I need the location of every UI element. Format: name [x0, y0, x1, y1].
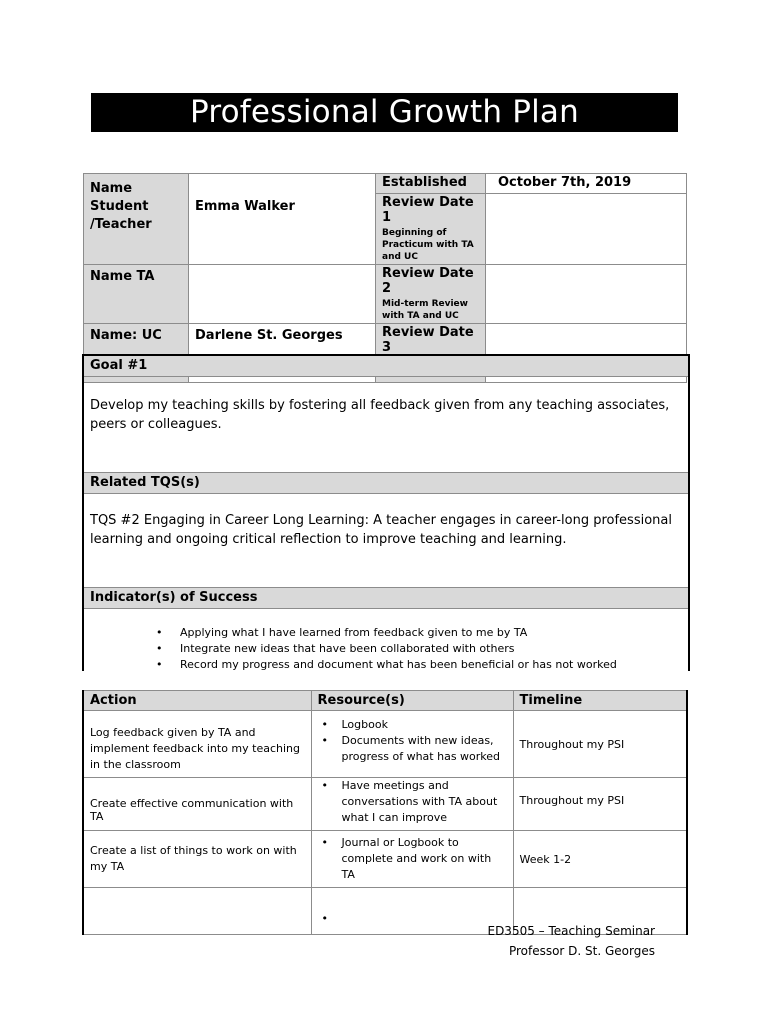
indicators-body [84, 609, 688, 671]
table-row [83, 778, 687, 831]
action-cell [83, 888, 311, 935]
resources-cell [311, 831, 513, 888]
goal-text: Develop my teaching skills by fostering all feedback given from any teaching associates, peers or colleagues. [90, 398, 670, 432]
action-cell: Create effective communication with TA [83, 778, 311, 831]
resources-cell [311, 711, 513, 778]
indicators-header: Indicator(s) of Success [84, 587, 688, 609]
tqs-header: Related TQS(s) [84, 472, 688, 494]
list-item: • Have meetings and conversations with TA about what I can improve [342, 778, 507, 826]
indicators-list [84, 625, 688, 671]
action-cell: Log feedback given by TA and implement feedback into my teaching in the classroom [83, 711, 311, 778]
info-table [83, 173, 687, 383]
action-table [82, 690, 688, 935]
list-item: • Logbook [342, 717, 507, 733]
name-student-value: Emma Walker [189, 174, 376, 265]
action-cell: Create a list of things to work on with my TA [83, 831, 311, 888]
name-uc-value: Darlene St. Georges [189, 324, 376, 383]
review-date-2-note: Mid-term Review with TA and UC [382, 299, 468, 321]
timeline-header: Timeline [513, 691, 687, 711]
table-row [83, 711, 687, 778]
timeline-cell: Week 1-2 [513, 831, 687, 888]
action-header: Action [83, 691, 311, 711]
tqs-text: TQS #2 Engaging in Career Long Learning: A teacher engages in career-long professional learning and ongoing critical reflection to improve teaching and learning. [90, 513, 672, 547]
review-date-3-label: Review Date 3 [382, 325, 474, 355]
name-ta-value [189, 265, 376, 324]
list-item: • Documents with new ideas, progress of what has worked [342, 733, 507, 765]
list-item: • Journal or Logbook to complete and work on with TA [342, 835, 507, 883]
list-item: • Integrate new ideas that have been collaborated with others [180, 641, 688, 657]
resources-cell [311, 888, 513, 935]
list-item: • Record my progress and document what has been beneficial or has not worked [180, 657, 688, 671]
review-date-2 [376, 265, 486, 324]
table-row [83, 831, 687, 888]
footer-professor: Professor D. St. Georges [508, 944, 655, 958]
name-ta-label: Name TA [84, 265, 189, 324]
name-student-label: Name Student /Teacher [84, 174, 189, 265]
goal-section [82, 354, 690, 671]
name-uc-label: Name: UC [84, 324, 189, 383]
review-date-1-value [486, 194, 687, 265]
resources-cell [311, 778, 513, 831]
timeline-cell: Throughout my PSI [513, 711, 687, 778]
review-date-1-note: Beginning of Practicum with TA and UC [382, 228, 474, 262]
review-date-1-label: Review Date 1 [382, 195, 474, 225]
list-item: • Applying what I have learned from feedback given to me by TA [180, 625, 688, 641]
timeline-cell: Throughout my PSI [513, 778, 687, 831]
footer-course: ED3505 – Teaching Seminar [487, 924, 655, 938]
page-title: Professional Growth Plan [91, 93, 678, 132]
review-date-2-label: Review Date 2 [382, 266, 474, 296]
resources-header: Resource(s) [311, 691, 513, 711]
review-date-1 [376, 194, 486, 265]
goal-header: Goal #1 [84, 356, 688, 377]
review-date-2-value [486, 265, 687, 324]
established-label: Established [376, 174, 486, 194]
established-value: October 7th, 2019 [486, 174, 687, 194]
